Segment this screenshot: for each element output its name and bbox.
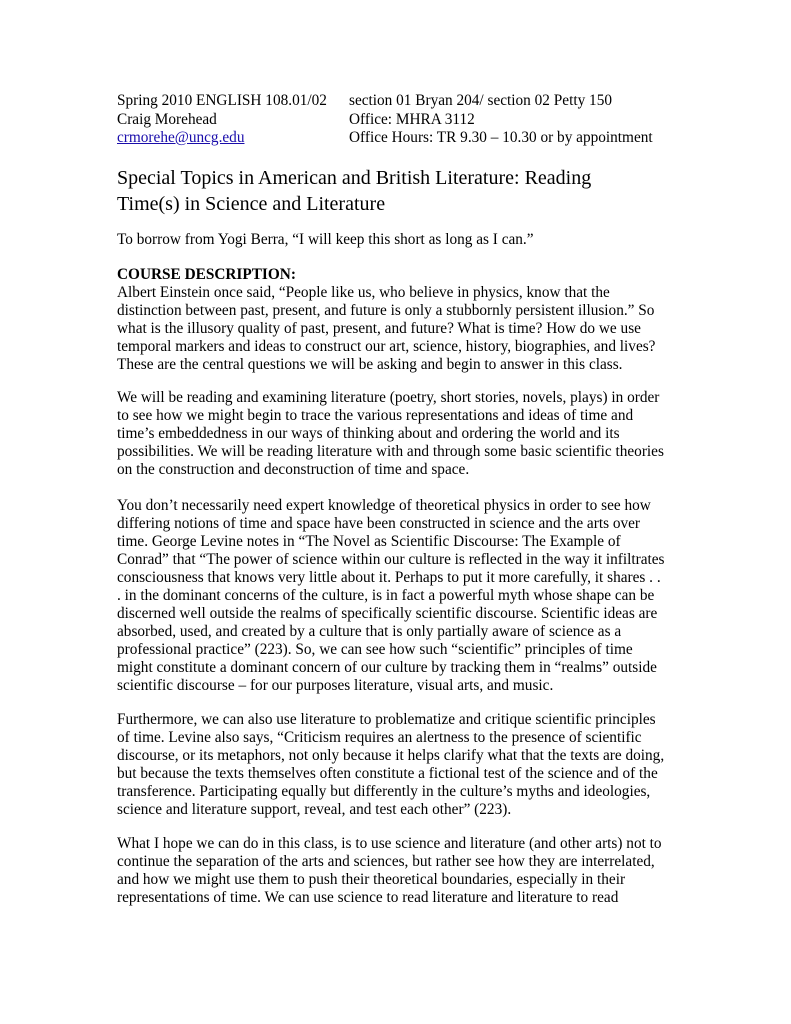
paragraph-line: . in the dominant concerns of the culture, is in fact a powerful myth whose shape can be (117, 587, 655, 604)
paragraph-line: might constitute a dominant concern of our culture by tracking them in “realms” outside (117, 659, 657, 676)
instructor-email-link[interactable]: crmorehe@uncg.edu (117, 129, 245, 146)
paragraph-4 (117, 711, 697, 819)
epigraph: To borrow from Yogi Berra, “I will keep this short as long as I can.” (117, 231, 534, 248)
paragraph-line: and how we might use them to push their theoretical boundaries, especially in their (117, 871, 626, 888)
paragraph-line: differing notions of time and space have been constructed in science and the arts over (117, 515, 641, 532)
paragraph-line: consciousness that knows very little about it. Perhaps to put it more carefully, it shares . . (117, 569, 661, 586)
paragraph-line: what is the illusory quality of past, present, and future? What is time? How do we use (117, 320, 641, 337)
paragraph-line: transference. Participating equally but differently in the culture’s myths and ideologies, (117, 783, 651, 800)
paragraph-line: Furthermore, we can also use literature to problematize and critique scientific principles (117, 711, 656, 728)
paragraph-line: What I hope we can do in this class, is to use science and literature (and other arts) not to (117, 835, 662, 852)
paragraph-line: representations of time. We can use science to read literature and literature to read (117, 889, 619, 906)
paragraph-line: temporal markers and ideas to construct our art, science, history, biographies, and lives? (117, 338, 656, 355)
section-info: section 01 Bryan 204/ section 02 Petty 150 (349, 92, 612, 109)
paragraph-line: continue the separation of the arts and sciences, but rather see how they are interrelated, (117, 853, 655, 870)
paragraph-5 (117, 835, 697, 907)
course-title (117, 165, 677, 217)
paragraph-2 (117, 389, 697, 479)
paragraph-line: Albert Einstein once said, “People like us, who believe in physics, know that the (117, 284, 610, 301)
paragraph-line: science and literature support, reveal, and test each other” (223). (117, 801, 512, 818)
course-title-line-1: Special Topics in American and British Literature: Reading (117, 167, 592, 189)
paragraph-line: You don’t necessarily need expert knowledge of theoretical physics in order to see how (117, 497, 651, 514)
course-title-line-2: Time(s) in Science and Literature (117, 193, 386, 215)
paragraph-line: to see how we might begin to trace the various representations and ideas of time and (117, 407, 634, 424)
paragraph-line: possibilities. We will be reading literature with and through some basic scientific theories (117, 443, 664, 460)
paragraph-line: time. George Levine notes in “The Novel as Scientific Discourse: The Example of (117, 533, 621, 550)
paragraph-line: scientific discourse – for our purposes literature, visual arts, and music. (117, 677, 554, 694)
paragraph-line: discerned well outside the realms of specifically scientific discourse. Scientific ideas are (117, 605, 658, 622)
paragraph-line: distinction between past, present, and future is only a stubbornly persistent illusion.” So (117, 302, 655, 319)
section-heading: COURSE DESCRIPTION: (117, 266, 296, 283)
paragraph-line: We will be reading and examining literature (poetry, short stories, novels, plays) in order (117, 389, 660, 406)
paragraph-line: discourse, or its metaphors, not only because it helps clarify what that the texts are doing, (117, 747, 665, 764)
paragraph-line: Conrad” that “The power of science within our culture is reflected in the way it infiltrates (117, 551, 665, 568)
paragraph-line: absorbed, used, and created by a culture that is only partially aware of science as a (117, 623, 622, 640)
instructor-name: Craig Morehead (117, 111, 217, 128)
paragraph-line: professional practice” (223). So, we can see how such “scientific” principles of time (117, 641, 633, 658)
paragraph-3 (117, 497, 697, 695)
office-location: Office: MHRA 3112 (349, 111, 475, 128)
paragraph-line: but because the texts themselves often constitute a fictional test of the science and of the (117, 765, 658, 782)
paragraph-line: These are the central questions we will be asking and begin to answer in this class. (117, 356, 623, 373)
paragraph-1 (117, 284, 697, 374)
paragraph-line: time’s embeddedness in our ways of thinking about and ordering the world and its (117, 425, 620, 442)
office-hours: Office Hours: TR 9.30 – 10.30 or by appointment (349, 129, 653, 146)
paragraph-line: on the construction and deconstruction of time and space. (117, 461, 470, 478)
course-code: Spring 2010 ENGLISH 108.01/02 (117, 92, 327, 109)
paragraph-line: of time. Levine also says, “Criticism requires an alertness to the presence of scientific (117, 729, 642, 746)
